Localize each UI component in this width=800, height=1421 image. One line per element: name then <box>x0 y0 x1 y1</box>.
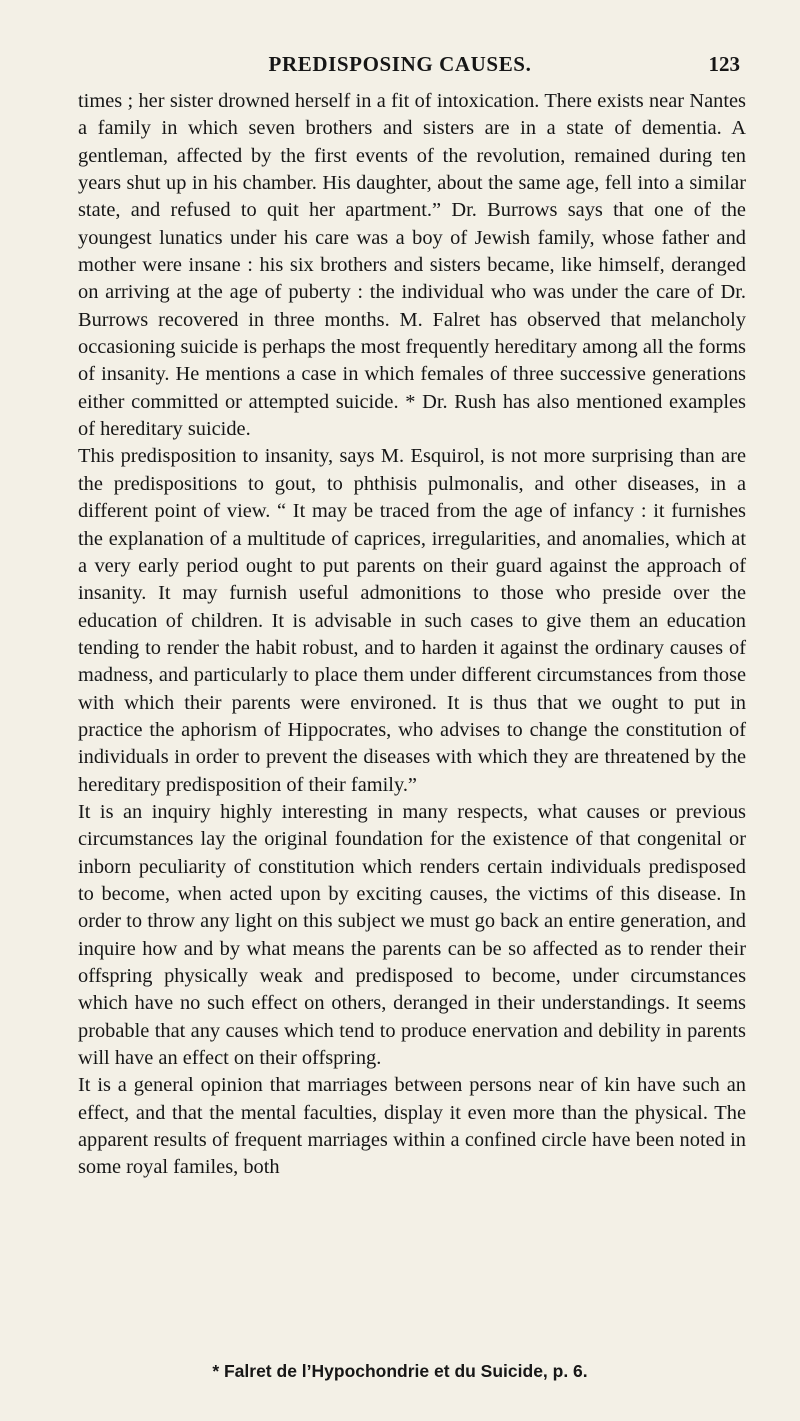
footnote: * Falret de l’Hypochondrie et du Suicide, p. 6. <box>212 1361 588 1381</box>
paragraph-3: It is an inquiry highly interesting in many respects, what causes or previous circumstances lay the original foundation for the existence of that congenital or inborn peculiarity of constitution which renders certain individuals predisposed to become, when acted upon by exciting causes, the victims of this disease. In order to throw any light on this subject we must go back an entire generation, and inquire how and by what means the parents can be so affected as to render their offspring physically weak and predisposed to become, under circumstances which have no such effect on others, deranged in their understandings. It seems probable that any causes which tend to produce enervation and debility in parents will have an effect on their offspring. <box>78 800 746 1070</box>
paragraph-2: This predisposition to insanity, says M. Esquirol, is not more surprising than are the predispositions to gout, to phthisis pulmonalis, and other diseases, in a different point of view. “ It may be traced from the age of infancy : it furnishes the explanation of a multitude of caprices, irregularities, and anomalies, which at a very early period ought to put parents on their guard against the approach of insanity. It may furnish useful admonitions to those who preside over the education of children. It is advisable in such cases to give them an education tending to render the habit robust, and to harden it against the ordinary causes of madness, and particularly to place them under different circumstances from those with which their parents were environed. It is thus that we ought to put in practice the aphorism of Hippocrates, who advises to change the constitution of individuals in order to prevent the diseases with which they are threatened by the hereditary predisposition of their family.” <box>78 445 746 796</box>
body-text <box>78 88 746 1182</box>
page-number: 123 <box>708 52 740 76</box>
running-head <box>0 52 800 78</box>
paragraph-4: It is a general opinion that marriages between persons near of kin have such an effect, and that the mental faculties, display it even more than the physical. The apparent results of frequent marriages within a confined circle have been noted in some royal familes, both <box>78 1074 746 1179</box>
running-title: PREDISPOSING CAUSES. <box>268 52 532 76</box>
paragraph-1: times ; her sister drowned herself in a fit of intoxication. There exists near Nantes a family in which seven brothers and sisters are in a state of dementia. A gentleman, affected by the first events of the revolution, remained during ten years shut up in his chamber. His daughter, about the same age, fell into a similar state, and refused to quit her apartment.” Dr. Burrows says that one of the youngest lunatics under his care was a boy of Jewish family, whose father and mother were insane : his six brothers and sisters became, like himself, deranged on arriving at the age of puberty : the individual who was under the care of Dr. Burrows recovered in three months. M. Falret has observed that melancholy occasioning suicide is perhaps the most frequently hereditary among all the forms of insanity. He mentions a case in which females of three successive generations either committed or attempted suicide. * Dr. Rush has also mentioned examples of hereditary suicide. <box>78 90 746 441</box>
